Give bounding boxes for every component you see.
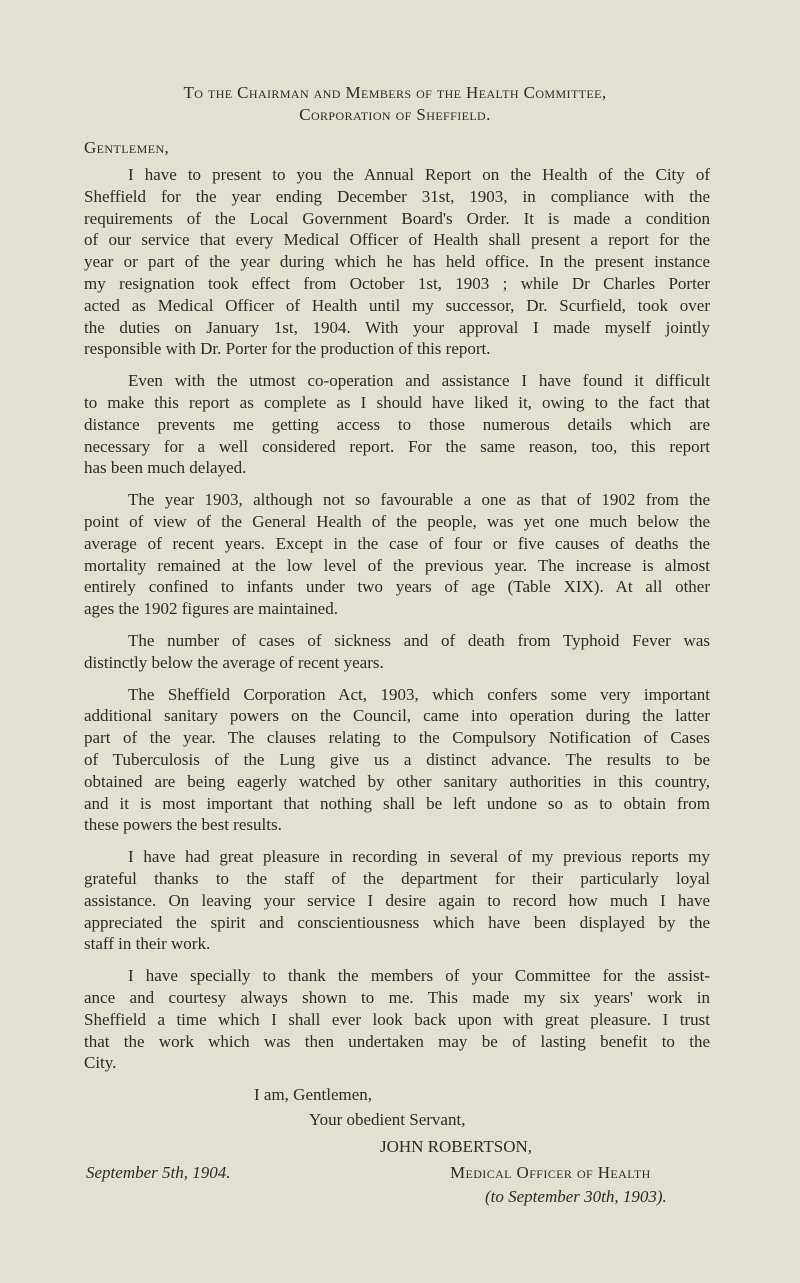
paragraph-line: staff in their work. [84,934,211,954]
paragraph-line: The number of cases of sickness and of death from Typhoid Fever was [128,631,710,650]
paragraph-line: the duties on January 1st, 1904. With your approval I made myself jointly [84,317,710,337]
paragraph-line: has been much delayed. [84,458,247,478]
paragraph-line: distinctly below the average of recent years. [84,652,384,672]
paragraph [84,489,710,620]
paragraph-line: and it is most important that nothing shall be left undone so as to obtain from [84,793,710,813]
paragraph-line: my resignation took effect from October 1st, 1903 ; while Dr Charles Porter [84,273,710,293]
heading-line-1: To the Chairman and Members of the Health Committee, [183,83,607,102]
paragraph-line: point of view of the General Health of the people, was yet one much below the [84,511,710,531]
paragraph-line: ages the 1902 figures are maintained. [84,599,338,619]
paragraph-line: obtained are being eagerly watched by other sanitary authorities in this country, [84,771,710,791]
heading-line-2: Corporation of Sheffield. [299,105,491,124]
paragraph-line: ance and courtesy always shown to me. This made my six years' work in [84,987,710,1007]
paragraph [84,630,710,674]
paragraph-line: mortality remained at the low level of the previous year. The increase is almost [84,555,710,575]
signature-tenure: (to September 30th, 1903). [485,1187,667,1206]
paragraph-line: grateful thanks to the staff of the department for their particularly loyal [84,868,710,888]
paragraph-line: entirely confined to infants under two years of age (Table XIX). At all other [84,577,710,597]
paragraph [84,164,710,360]
paragraph-line: I have to present to you the Annual Report on the Health of the City of [128,165,710,184]
letter-date: September 5th, 1904. [86,1163,231,1182]
paragraph-line: average of recent years. Except in the case of four or five causes of deaths the [84,533,710,553]
paragraph [84,846,710,955]
paragraph-line: The Sheffield Corporation Act, 1903, which confers some very important [128,684,710,704]
paragraph-line: distance prevents me getting access to those numerous details which are [84,414,710,434]
paragraph-line: to make this report as complete as I should have liked it, owing to the fact that [84,392,710,412]
paragraph-line: I have had great pleasure in recording in several of my previous reports my [128,847,710,867]
paragraph-line: requirements of the Local Government Board's Order. It is made a condition [84,208,710,228]
paragraph-line: Sheffield for the year ending December 31st, 1903, in compliance with the [84,186,710,206]
paragraph-line: City. [84,1053,117,1073]
paragraph-line: these powers the best results. [84,815,282,835]
paragraph-line: necessary for a well considered report. For the same reason, too, this report [84,436,710,456]
paragraph-line: The year 1903, although not so favourable a one as that of 1902 from the [128,490,710,510]
paragraph-line: part of the year. The clauses relating to the Compulsory Notification of Cases [84,728,710,748]
paragraph-line: responsible with Dr. Porter for the production of this report. [84,339,491,359]
paragraph [84,370,710,479]
salutation: Gentlemen, [84,138,170,157]
paragraph-line: assistance. On leaving your service I desire again to record how much I have [84,890,710,910]
paragraph-line: of Tuberculosis of the Lung give us a distinct advance. The results to be [84,749,710,769]
paragraph [84,684,710,837]
paragraph-line: appreciated the spirit and conscientiousness which have been displayed by the [84,912,710,932]
paragraph-line: year or part of the year during which he has held office. In the present instance [84,252,710,272]
paragraph-line: of our service that every Medical Officer of Health shall present a report for the [84,230,710,250]
signature-position: Medical Officer of Health [450,1163,651,1182]
paragraph-line: additional sanitary powers on the Council, came into operation during the latter [84,706,710,726]
paragraph-line: I have specially to thank the members of your Committee for the assist- [128,966,710,986]
paragraph-line: Sheffield a time which I shall ever look back upon with great pleasure. I trust [84,1009,710,1029]
signature-name: JOHN ROBERTSON, [380,1137,532,1156]
paragraph-line: that the work which was then undertaken may be of lasting benefit to the [84,1031,710,1051]
paragraph-line: Even with the utmost co-operation and assistance I have found it difficult [128,371,710,391]
paragraph [84,965,710,1074]
closing-servant: Your obedient Servant, [309,1110,466,1129]
paragraph-line: acted as Medical Officer of Health until my successor, Dr. Scurfield, took over [84,295,710,315]
closing-complimentary: I am, Gentlemen, [254,1085,373,1104]
